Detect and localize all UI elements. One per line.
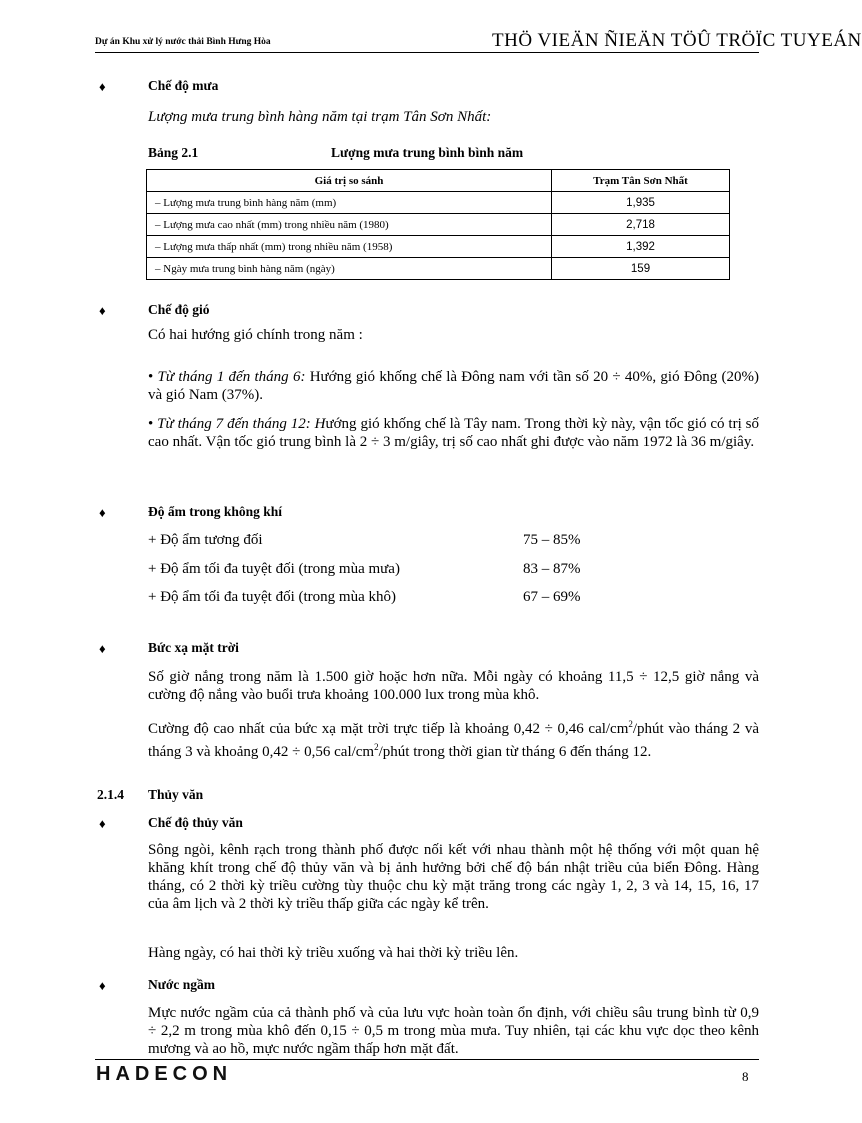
- table-cell-label: – Ngày mưa trung bình hàng năm (ngày): [147, 258, 552, 280]
- table-cell-label: – Lượng mưa trung bình hàng năm (mm): [147, 192, 552, 214]
- table-title: Lượng mưa trung bình bình năm: [331, 145, 524, 160]
- page-number: 8: [742, 1069, 749, 1084]
- table-cell-value: 1,392: [552, 236, 730, 258]
- solar-paragraph-1: Số giờ nắng trong năm là 1.500 giờ hoặc hơn nữa. Mỗi ngày có khoảng 11,5 ÷ 12,5 giờ nắng và cường độ nắng vào buổi trưa khoảng 100.000 lux trong mùa khô.: [148, 669, 759, 703]
- table-row: [147, 236, 730, 258]
- table-cell-label: – Lượng mưa cao nhất (mm) trong nhiều năm (1980): [147, 214, 552, 236]
- table-row: [147, 214, 730, 236]
- wind-p2-rest: ướng gió khống chế là Tây nam. Trong thời kỳ này, vận tốc gió có trị số cao nhất. Vận tốc gió trung bình là 2 ÷ 3 m/giây, trị số cao nhất ghi được vào năm 1972 là 36 m/giây.: [148, 416, 760, 450]
- wind-intro: Có hai hướng gió chính trong năm :: [148, 327, 363, 343]
- bullet-icon: ♦: [99, 978, 106, 993]
- wind-p1-lead: Từ tháng 1 đến tháng 6:: [157, 369, 306, 385]
- bullet-icon: ♦: [99, 816, 106, 831]
- solar-p2-part3: /phút trong thời gian từ tháng 6 đến tháng 12.: [378, 744, 652, 760]
- solar-heading: Bức xạ mặt trời: [148, 640, 239, 655]
- table-cell-value: 1,935: [552, 192, 730, 214]
- humidity-value: 67 – 69%: [523, 589, 581, 605]
- footer-divider: [95, 1059, 759, 1060]
- bullet-icon: ♦: [99, 641, 106, 656]
- wind-paragraph-2: • Từ tháng 7 đến tháng 12: Hướng gió khống chế là Tây nam. Trong thời kỳ này, vận tốc gió có trị số cao nhất. Vận tốc gió trung bình là 2 ÷ 3 m/giây, trị số cao nhất ghi được vào năm 1972 là 36 m/giây.: [148, 416, 760, 450]
- table-cell-label: – Lượng mưa thấp nhất (mm) trong nhiều năm (1958): [147, 236, 552, 258]
- header-divider: [95, 52, 759, 53]
- superscript: 2: [628, 719, 633, 729]
- header-project-title: Dự án Khu xử lý nước thải Bình Hưng Hòa: [95, 37, 271, 47]
- bullet-icon: ♦: [99, 303, 106, 318]
- table-cell-value: 2,718: [552, 214, 730, 236]
- wind-p2-lead: Từ tháng 7 đến tháng 12: H: [157, 416, 326, 432]
- solar-p2-part2: /phút vào tháng 2 và tháng 3 và khoảng 0,42 ÷ 0,56 cal/cm: [148, 721, 759, 760]
- superscript: 2: [374, 742, 379, 752]
- table-row: [147, 258, 730, 280]
- table-header-station: Trạm Tân Sơn Nhất: [552, 170, 730, 192]
- table-cell-value: 159: [552, 258, 730, 280]
- bullet-icon: ♦: [99, 79, 106, 94]
- wind-p1-rest: Hướng gió khống chế là Đông nam với tần số 20 ÷ 40%, gió Đông (20%) và gió Nam (37%).: [148, 369, 759, 403]
- humidity-value: 75 – 85%: [523, 532, 581, 548]
- wind-paragraph-1: • Từ tháng 1 đến tháng 6: Hướng gió khống chế là Đông nam với tần số 20 ÷ 40%, gió Đông (20%) và gió Nam (37%).: [148, 369, 759, 403]
- rainfall-table: [146, 169, 730, 280]
- humidity-label: + Độ ẩm tương đối: [148, 532, 263, 548]
- solar-p2-part1: Cường độ cao nhất của bức xạ mặt trời trực tiếp là khoảng 0,42 ÷ 0,46 cal/cm: [148, 721, 629, 737]
- rain-intro: Lượng mưa trung bình hàng năm tại trạm Tân Sơn Nhất:: [148, 109, 492, 125]
- rain-heading: Chế độ mưa: [148, 78, 219, 93]
- hadecon-logo: HADECON: [96, 1063, 233, 1085]
- header-library-title: THÖ VIEÄN ÑIEÄN TÖÛ TRÖÏC TUYEÁN: [492, 30, 862, 51]
- solar-paragraph-2: [148, 715, 759, 761]
- section-title: Thủy văn: [148, 787, 204, 802]
- section-number: 2.1.4: [97, 787, 124, 802]
- humidity-label: + Độ ẩm tối đa tuyệt đối (trong mùa khô): [148, 589, 396, 605]
- humidity-heading: Độ ẩm trong không khí: [148, 504, 283, 519]
- bullet-icon: ♦: [99, 505, 106, 520]
- humidity-value: 83 – 87%: [523, 561, 581, 577]
- hydrology-paragraph-1: Sông ngòi, kênh rạch trong thành phố được nối kết với nhau thành một hệ thống với một quan hệ khăng khít trong chế độ thủy văn và bị ảnh hưởng bởi chế độ bán nhật triều của biển Đông. Hàng tháng, có 2 thời kỳ triều cường tùy thuộc chu kỳ mặt trăng trong các ngày 1, 2, 3 và 14, 15, 16, 17 của âm lịch và 2 thời kỳ triều thấp giữa các ngày kể trên.: [148, 842, 759, 912]
- humidity-label: + Độ ẩm tối đa tuyệt đối (trong mùa mưa): [148, 561, 400, 577]
- hydrology-heading: Chế độ thủy văn: [148, 815, 243, 830]
- groundwater-heading: Nước ngầm: [148, 977, 215, 992]
- hydrology-paragraph-2: Hàng ngày, có hai thời kỳ triều xuống và hai thời kỳ triều lên.: [148, 945, 519, 961]
- wind-heading: Chế độ gió: [148, 302, 210, 317]
- table-header-compare: Giá trị so sánh: [147, 170, 552, 192]
- table-header-row: [147, 170, 730, 192]
- table-row: [147, 192, 730, 214]
- groundwater-paragraph: Mực nước ngầm của cả thành phố và của lưu vực hoàn toàn ổn định, với chiều sâu trung bình từ 0,9 ÷ 2,2 m trong mùa khô đến 0,15 ÷ 0,5 m trong mùa mưa. Tuy nhiên, tại các khu vực dọc theo kênh mương và ao hồ, mực nước ngầm thấp hơn mặt đất.: [148, 1005, 759, 1057]
- table-label: Bảng 2.1: [148, 145, 199, 160]
